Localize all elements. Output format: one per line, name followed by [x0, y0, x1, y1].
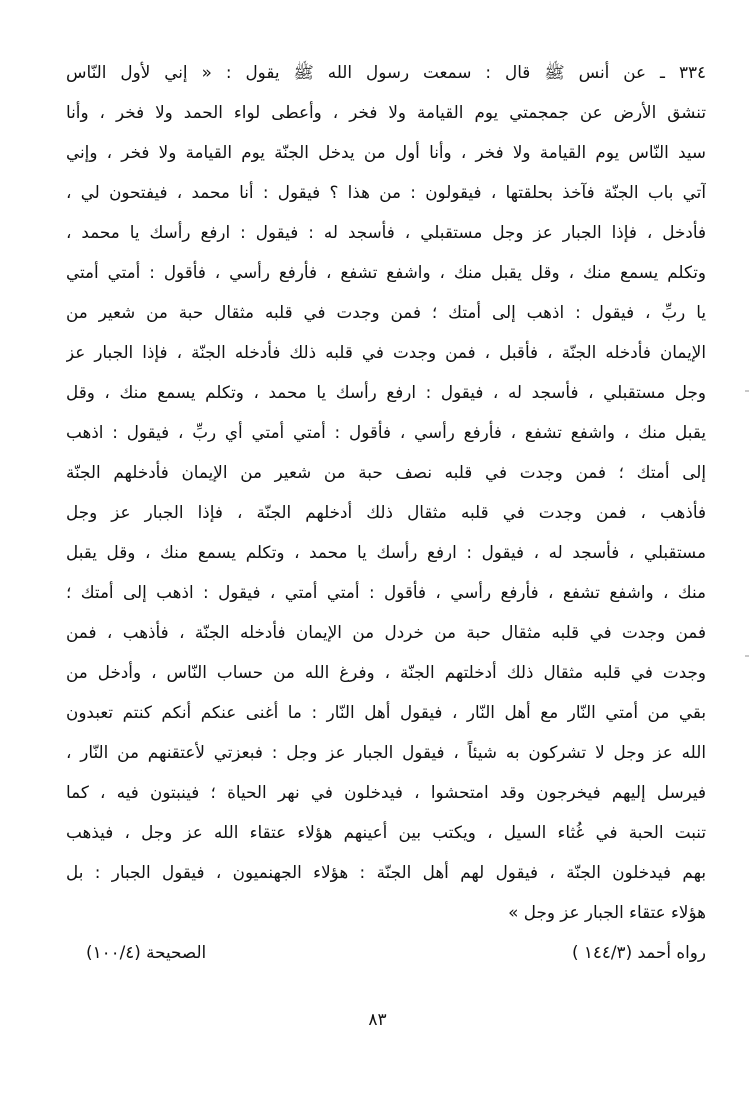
- text-line-last: هؤلاء عتقاء الجبار عز وجل »: [508, 902, 706, 922]
- text-line: منك ، واشفع تشفع ، فأرفع رأسي ، فأقول : أمتي أمتي ، فيقول : اذهب إلى أمتك ؛: [66, 582, 706, 602]
- text-line: وجل مستقبلي ، فأسجد له ، فيقول : ارفع رأسك يا محمد ، وتكلم يسمع منك ، وقل: [66, 382, 706, 402]
- text-line: إلى أمتك ؛ فمن وجدت في قلبه نصف حبة من شعير من الإيمان فأدخلهم الجنّة: [66, 462, 706, 482]
- text-line: يقبل منك ، واشفع تشفع ، فأرفع رأسي ، فأقول : أمتي أمتي أي ربِّ ، فيقول : اذهب: [66, 422, 706, 442]
- text-line: الإيمان فأدخله الجنّة ، فأقبل ، فمن وجدت في قلبه ذلك فأدخله الجنّة ، فإذا الجبار عز: [66, 342, 706, 362]
- text-line: الله عز وجل لا تشركون به شيئاً ، فيقول الجبار عز وجل : فبعزتي لأعتقنهم من النّار ،: [66, 742, 706, 762]
- text-line: تنبت الحبة في غُثاء السيل ، ويكتب بين أعينهم هؤلاء عتقاء الله عز وجل ، فيذهب: [66, 822, 706, 842]
- scan-edge-mark: [745, 390, 749, 392]
- sahiha-reference: الصحيحة (١٠٠/٤): [86, 942, 207, 962]
- hadith-text: [66, 52, 706, 932]
- source-line: [66, 932, 706, 972]
- text-line: مستقبلي ، فأسجد له ، فيقول : ارفع رأسك يا محمد ، وتكلم يسمع منك ، وقل يقبل: [66, 542, 706, 562]
- text-line: فأذهب ، فمن وجدت في قلبه مثقال ذلك أدخلهم الجنّة ، فإذا الجبار عز وجل: [66, 502, 706, 522]
- source-reference: رواه أحمد (١٤٤/٣ ): [571, 942, 706, 962]
- text-line: وجدت في قلبه مثقال ذلك أدخلتهم الجنّة ، وفرغ الله من حساب النّاس ، وأدخل من: [66, 662, 706, 682]
- text-line: ٣٣٤ ـ عن أنس ﷺ قال : سمعت رسول الله ﷺ يقول : « إني لأول النّاس: [66, 62, 706, 82]
- text-line: آتي باب الجنّة فآخذ بحلقتها ، فيقولون : من هذا ؟ فيقول : أنا محمد ، فيفتحون لي ،: [66, 182, 706, 202]
- text-line: وتكلم يسمع منك ، وقل يقبل منك ، واشفع تشفع ، فأرفع رأسي ، فأقول : أمتي أمتي: [66, 262, 706, 282]
- text-line: فمن وجدت في قلبه مثقال حبة من خردل من الإيمان فأدخله الجنّة ، فأذهب ، فمن: [66, 622, 706, 642]
- scan-edge-mark: [745, 655, 749, 657]
- text-line: فأدخل ، فإذا الجبار عز وجل مستقبلي ، فأسجد له : فيقول : ارفع رأسك يا محمد ،: [66, 222, 706, 242]
- text-line: يا ربِّ ، فيقول : اذهب إلى أمتك ؛ فمن وجدت في قلبه مثقال حبة من شعير من: [66, 302, 706, 322]
- text-line: بقي من أمتي النّار مع أهل النّار ، فيقول أهل النّار : ما أغنى عنكم أنكم كنتم تعبدون: [66, 702, 706, 722]
- text-line: سيد النّاس يوم القيامة ولا فخر ، وأنا أول من يدخل الجنّة يوم القيامة ولا فخر ، وإني: [66, 142, 706, 162]
- text-line: فيرسل إليهم فيخرجون وقد امتحشوا ، فيدخلون في نهر الحياة ؛ فينبتون فيه ، كما: [66, 782, 706, 802]
- text-line: تنشق الأرض عن جمجمتي يوم القيامة ولا فخر ، وأعطى لواء الحمد ولا فخر ، وأنا: [66, 102, 706, 122]
- text-line: بهم فيدخلون الجنّة ، فيقول لهم أهل الجنّة : هؤلاء الجهنميون ، فيقول الجبار : بل: [66, 862, 706, 882]
- page-number: ٨٣: [368, 1010, 387, 1030]
